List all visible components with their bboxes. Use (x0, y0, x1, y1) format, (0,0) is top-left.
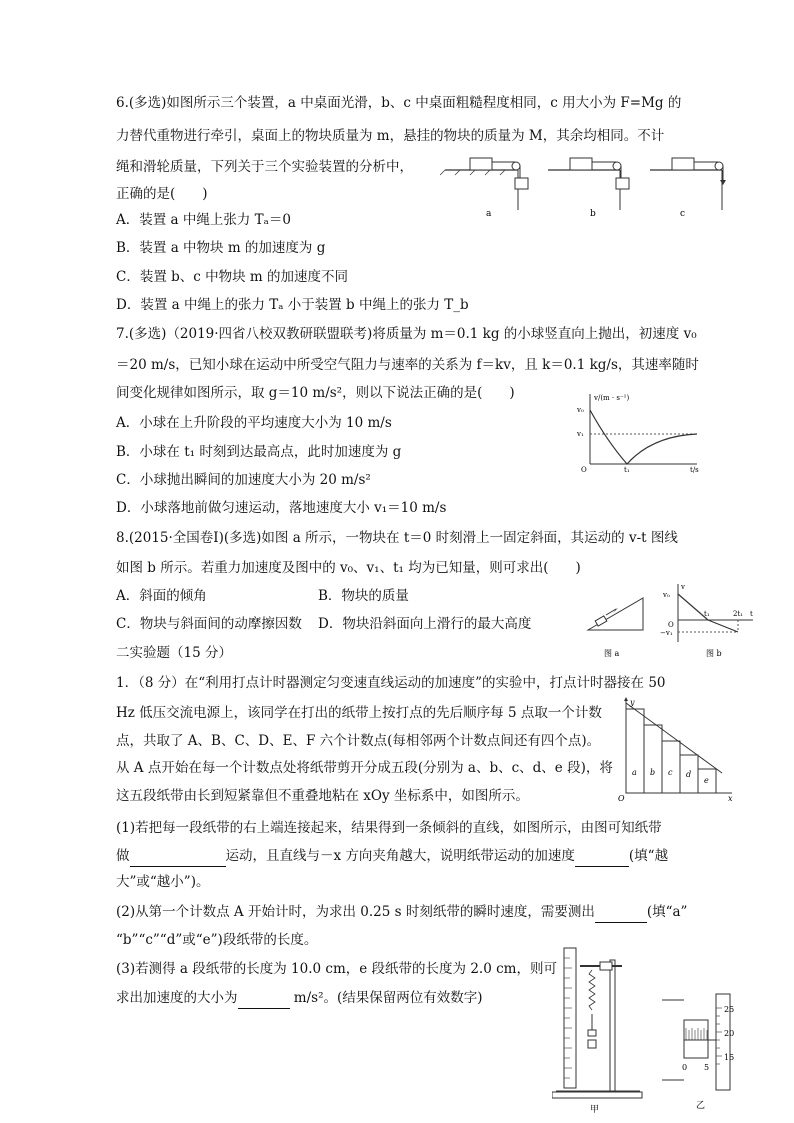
stand-pole (610, 960, 615, 1095)
spring-apparatus-figure (552, 942, 644, 1114)
fig-label-a: a (486, 209, 492, 219)
tape-segment (626, 709, 644, 793)
e1-line-1: 1．（8 分）在“利用打点计时器测定匀变速直线运动的加速度”的实验中，打点计时器接在 50 (116, 675, 666, 691)
fig-label-c: c (680, 209, 686, 219)
section-heading: 二实验题（15 分） (116, 645, 232, 661)
q8-v0-label: v₀ (663, 591, 670, 599)
fig-label-b: b (590, 209, 596, 219)
q8-figure (578, 580, 758, 662)
q6-line-4: 正确的是( ) (116, 186, 208, 202)
q8-option-a: A．斜面的倾角 (116, 588, 207, 604)
scale-25: 25 (724, 1005, 735, 1014)
q7-t1-label: t₁ (624, 466, 630, 474)
q7-line-1: 7.(多选)（2019·四省八校双教研联盟联考)将质量为 m＝0.1 kg 的小球竖直向上抛出，初速度 v₀ (116, 326, 697, 342)
tape-y-label: y (630, 698, 635, 707)
micrometer-figure (660, 990, 744, 1114)
caption-jia: 甲 (590, 1105, 600, 1114)
q8-2t1-label: 2t₁ (733, 610, 744, 618)
e1-part2-prefix: (2)从第一个计数点 A 开始计时，为求出 0.25 s 时刻纸带的瞬时速度，需要测出 (116, 904, 595, 920)
q6-figure (440, 150, 740, 225)
e1-line-2: Hz 低压交流电源上，该同学在打出的纸带上按打点的先后顺序每 5 点取一个计数 (116, 705, 602, 721)
e1-part1-line-2 (116, 846, 668, 867)
tape-origin-label: O (618, 794, 625, 803)
scale-15: 15 (724, 1053, 735, 1062)
q7-vt-graph (572, 386, 712, 476)
q6-option-a: A．装置 a 中绳上张力 Tₐ＝0 (116, 212, 291, 228)
q7-origin-label: O (581, 466, 587, 474)
q8-line-1: 8.(2015·全国卷Ⅰ)(多选)如图 a 所示，一物块在 t＝0 时刻滑上一固定斜面，其运动的 v-t 图线 (116, 530, 678, 546)
q8-origin-label: O (668, 621, 674, 629)
tape-label-b: b (650, 768, 656, 777)
e1-part1-suffix: (填“越 (628, 848, 669, 864)
tape-label-a: a (632, 768, 637, 777)
e1-part3-suffix: m/s²。(结果保留两位有效数字) (293, 990, 483, 1006)
device-a (440, 158, 528, 210)
q7-curve (590, 410, 697, 464)
scale-20: 20 (724, 1029, 735, 1038)
e1-line-3: 点，共取了 A、B、C、D、E、F 六个计数点(每相邻两个计数点间还有四个点)。 (116, 733, 601, 749)
e1-part3-line-1: (3)若测得 a 段纸带的长度为 10.0 cm，e 段纸带的长度为 2.0 cm，则可 (116, 961, 557, 977)
q7-line-3: 间变化规律如图所示，取 g＝10 m/s²，则以下说法正确的是( ) (116, 385, 515, 401)
tape-segment (644, 725, 662, 793)
q8-option-d: D．物块沿斜面向上滑行的最大高度 (318, 616, 532, 632)
q7-option-d: D．小球落地前做匀速运动，落地速度大小 v₁＝10 m/s (116, 500, 447, 516)
e1-part1-prefix: 做 (116, 848, 130, 864)
tape-x-label: x (728, 794, 733, 803)
e1-part2-line-1 (116, 902, 687, 923)
q7-option-c: C．小球抛出瞬间的加速度大小为 20 m/s² (116, 472, 371, 488)
tape-label-c: c (668, 768, 673, 777)
tape-label-e: e (704, 776, 709, 785)
answer-blank-acceleration[interactable] (575, 846, 629, 867)
e1-part3-line-2 (116, 988, 483, 1009)
e1-part1-middle: 运动，且直线与－x 方向夹角越大，说明纸带运动的加速度 (225, 848, 575, 864)
e1-part2-line-2: “b”“c”“d”或“e”)段纸带的长度。 (116, 932, 318, 948)
q8-fig-a-caption: 图 a (604, 649, 620, 658)
q7-line-2: ＝20 m/s，已知小球在运动中所受空气阻力与速率的关系为 f＝kv，且 k＝0.1 kg/s，其速率随时 (116, 357, 699, 373)
q7-v0-label: v₀ (577, 406, 584, 414)
q8-v-label: v (681, 583, 685, 591)
q8-line-2: 如图 b 所示。若重力加速度及图中的 v₀、v₁、t₁ 均为已知量，则可求出( ) (116, 560, 581, 576)
q8-mv1-label: −v₁ (660, 629, 673, 637)
tape-label-d: d (686, 770, 692, 779)
q6-option-d: D．装置 a 中绳上的张力 Tₐ 小于装置 b 中绳上的张力 T_b (116, 297, 469, 313)
q8-fig-b-caption: 图 b (706, 649, 722, 658)
q8-option-c: C．物块与斜面间的动摩擦因数 (116, 616, 302, 632)
e1-part2-suffix: (填“a” (646, 904, 688, 920)
e1-part1-line-1: (1)若把每一段纸带的右上端连接起来，结果得到一条倾斜的直线，如图所示，由图可知纸带 (116, 820, 662, 836)
answer-blank-segment[interactable] (595, 902, 647, 923)
e1-line-5: 这五段纸带由长到短紧靠但不重叠地粘在 xOy 坐标系中，如图所示。 (116, 788, 529, 804)
q7-v1-label: v₁ (577, 430, 584, 438)
caption-yi: 乙 (696, 1101, 706, 1111)
q7-xlabel: t/s (690, 466, 699, 474)
answer-blank-motion[interactable] (130, 846, 226, 867)
q7-option-b: B．小球在 t₁ 时刻到达最高点，此时加速度为 g (116, 444, 402, 460)
incline-figure (588, 598, 643, 630)
q6-option-c: C．装置 b、c 中物块 m 的加速度不同 (116, 269, 348, 285)
q7-ylabel: v/(m · s⁻¹) (594, 394, 630, 402)
device-c (650, 158, 726, 210)
q8-option-b: B．物块的质量 (318, 588, 409, 604)
answer-blank-acceleration-value[interactable] (238, 988, 290, 1009)
q6-line-2: 力替代重物进行牵引，桌面上的物块质量为 m，悬挂的物块的质量为 M，其余均相同。不计 (116, 128, 665, 144)
spring (589, 970, 595, 1010)
tape-figure (618, 695, 742, 805)
q8-t1-label: t₁ (704, 610, 710, 618)
e1-part1-line-3: 大”或“越小”)。 (116, 874, 210, 890)
scale-0: 0 (682, 1063, 688, 1072)
q6-line-3: 绳和滑轮质量，下列关于三个实验装置的分析中， (116, 159, 413, 175)
e1-line-4: 从 A 点开始在每一个计数点处将纸带剪开分成五段(分别为 a、b、c、d、e 段)，将 (116, 760, 613, 776)
device-b (548, 158, 629, 210)
q6-line-1: 6.(多选)如图所示三个装置，a 中桌面光滑，b、c 中桌面粗糙程度相同，c 用大小为 F=Mg 的 (116, 95, 682, 111)
scale-5: 5 (704, 1063, 710, 1072)
tape-segment (662, 741, 680, 793)
q7-option-a: A．小球在上升阶段的平均速度大小为 10 m/s (116, 415, 392, 431)
q8-t-label: t (750, 610, 753, 618)
e1-part3-prefix: 求出加速度的大小为 (116, 990, 238, 1006)
q6-option-b: B．装置 a 中物块 m 的加速度为 g (116, 240, 326, 256)
